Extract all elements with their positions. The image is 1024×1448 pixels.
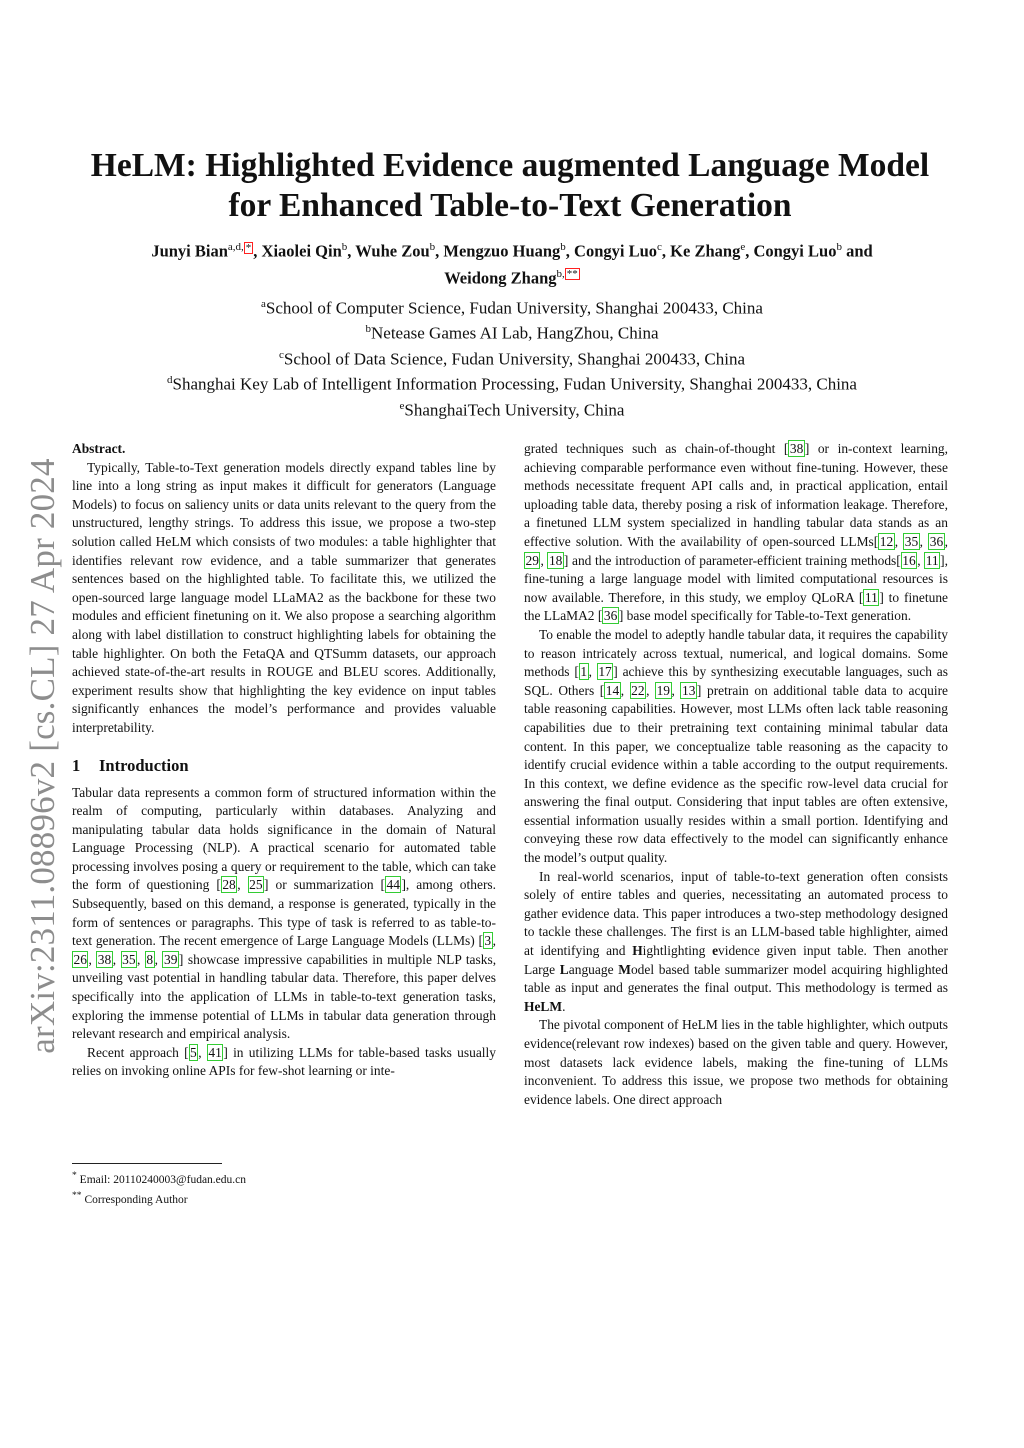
affiliation-text: School of Computer Science, Fudan University, Shanghai 200433, China [265,298,763,318]
citation-group[interactable]: 12 , 35 , 36 , 29 , 18 [525,533,949,568]
author-affil-mark: b, [556,267,565,280]
citation-link[interactable]: 16 [902,552,916,568]
citation-link[interactable]: 18 [548,552,563,568]
author-name: Wuhe Zou [355,241,430,261]
intro-paragraph: Recent approach [ 5 , 41 ] in utilizing LLMs for table-based tasks usually relies on invoking online APIs for few-shot learning or inte- [72,1044,496,1079]
author-affil-mark: c [657,241,662,253]
affiliation-text: Shanghai Key Lab of Intelligent Information Processing, Fudan University, Shanghai 200433, China [172,375,857,395]
author-name: Congyi Luo [574,241,658,261]
citation-link[interactable]: 29 [525,552,539,568]
arxiv-identifier-stamp [12,450,74,1062]
citation-group[interactable] [602,607,618,624]
author-name: Xiaolei Qin [261,241,342,261]
citation-link[interactable]: 41 [208,1044,222,1060]
footnote [72,1188,496,1208]
citation-link[interactable]: 35 [122,951,136,967]
citation-group[interactable]: 28 , 25 [222,877,263,893]
author-affil-mark: b [560,241,566,253]
affiliation-mark: b [365,323,371,336]
affiliation-line [80,345,944,370]
author-name: Junyi Bian [151,241,228,261]
affiliation-mark: a [261,298,266,310]
citation-link[interactable]: 38 [789,441,804,456]
section-number: 1 [72,755,81,775]
citation-link[interactable]: 14 [605,682,620,698]
citation-link[interactable]: 1 [580,664,588,680]
author-list: Junyi Bian$^{a,d,}$ * , Xiaolei Qin$^b$, Wuhe Zou$^b$, Mengzuo Huang$^b$, Congyi Luo$^c$, Ke Zhang$^e$, Congyi Luo$^b$ and Weidong Zhang$^{b,}$ ** [151,241,873,287]
arxiv-identifier-text: arXiv:2311.08896v2 [cs.CL] 27 Apr 2024 [23,458,62,1054]
citation-link[interactable]: 8 [146,951,154,967]
section-title: Introduction [99,755,189,775]
body-paragraph: grated techniques such as chain-of-thought [ 38 ] or in-context learning, achieving comparable performance even without fine-tuning. However, these methods necessitate frequent API calls and, in practical application, entail uploading table data, thereby posing a risk of information leakage. Therefore, a finetuned LLM system specialized in handling tabular data stands as an effective solution. With the availability of open-sourced LLMs[ 12 , 35 , 36 , 29 , 18 ] and the introduction of parameter-efficient training methods[ 16 , 11 ], fine-tuning a large language model with limited computational resources is now available. Therefore, in this study, we employ QLoRA [ 11 ] to finetune the LLaMA2 [ 36 ] base model specifically for Table-to-Text generation. [524,441,949,624]
citation-group[interactable]: 14 , 22 , 19 , 13 [605,682,696,698]
citation-link[interactable]: 36 [603,608,618,624]
intro-paragraph: Tabular data represents a common form of structured information within the realm of computing, particularly within databases. Analyzing and manipulating tabular data holds significance in the domain of Natural Language Processing (NLP). A practical scenario for automated table processing involves posing a query or requirement to the table, which can take the form of questioning [ 28 , 25 ] or summarization [ 44 ], among others. Subsequently, based on this demand, a response is generated, typically in the form of sentences or paragraphs. This type of task is referred to as table-to-text generation. The recent emergence of Large Language Models (LLMs) [ 3 , 26 , 38 , 35 , 8 , 39 ] showcase impressive capabilities in multiple NLP tasks, unveiling vast potential in handling tabular data. Therefore, this paper delves specifically into the application of LLMs in table-to-text generation tasks, exploring the immense potential of LLMs in tabular data generation through relevant research and empirical analysis. [72,784,497,1042]
citation-link[interactable]: 35 [904,533,919,549]
citation-link[interactable]: 11 [925,552,939,568]
footnote-link[interactable]: * [245,241,252,254]
section-heading-introduction [72,756,496,776]
citation-link[interactable]: 19 [656,682,670,698]
affiliation-line [80,396,944,421]
affiliation-text: Netease Games AI Lab, HangZhou, China [371,324,659,344]
citation-group[interactable]: 16 , 11 [902,552,939,568]
citation-link[interactable]: 11 [864,589,878,605]
left-column [72,440,496,1081]
affiliation-list [80,294,944,421]
footnote [72,1168,496,1188]
citation-group[interactable] [863,589,879,606]
citation-group[interactable] [385,876,401,893]
author-affil-mark: b [429,241,436,253]
abstract-body: Typically, Table-to-Text generation models directly expand tables line by line into a long string as input makes it difficult for generators (Language Models) to focus on saliency units or data units relevant to the query from the unstructured, lengthy strings. To address this issue, we propose a two-step solution called HeLM which consists of two modules: a table highlighter that identifies relevant row evidence, and a table summarizer that generates sentences based on the highlighted table. To facilitate this, we utilized the open-sourced large language model LLaMA2 as the backbone for these two modules and efficient finetuning on it. We also propose a searching algorithm along with label distillation to construct highlighting labels for obtaining the table highlighter. On both the FetaQA and QTSumm datasets, our approach achieved state-of-the-art results in ROUGE and BLEU scores. Additionally, experiment results show that highlighting the key evidence on input tables significantly enhances the model’s performance and provides valuable interpretability. [72,459,496,735]
footnotes [72,1168,496,1208]
footnote-rule [72,1163,222,1164]
author-affil-mark: e [740,241,746,253]
author-affil-mark: a,d, [227,241,244,253]
citation-group[interactable]: 5 , 41 [190,1044,222,1060]
citation-link[interactable]: 12 [879,533,894,549]
citation-link[interactable]: 36 [929,533,944,549]
footnote-text: Corresponding Author [81,1193,188,1206]
affiliation-mark: e [399,399,405,412]
citation-link[interactable]: 17 [598,664,612,680]
affiliation-line [80,370,944,395]
citation-link[interactable]: 44 [386,877,400,893]
author-name: Ke Zhang [670,241,741,261]
citation-group[interactable]: 1 , 17 [580,664,612,680]
abstract-heading: Abstract. [72,441,126,456]
affiliation-line [80,319,944,344]
citation-group[interactable]: 3 , 26 , 38 , 35 , 8 , 39 [73,933,496,967]
author-affil-mark: b [341,241,348,253]
body-paragraph: The pivotal component of HeLM lies in the table highlighter, which outputs evidence(relevant row indexes) based on the given table and query. However, most datasets lack evidence labels, making the fine-tuning of LLMs inconvenient. To address this issue, we propose two methods for obtaining evidence labels. One direct approach [524,1017,948,1107]
author-name: Weidong Zhang [444,268,557,287]
author-affil-mark: b [836,241,842,253]
author-name: Congyi Luo [753,241,837,261]
citation-link[interactable]: 5 [190,1044,197,1060]
affiliation-line [80,294,944,319]
author-name: Mengzuo Huang [443,241,561,261]
citation-link[interactable]: 38 [97,951,112,967]
citation-link[interactable]: 26 [73,951,87,967]
footnote-text: Email: 20110240003@fudan.edu.cn [76,1173,247,1186]
footnote-mark: * [72,1170,77,1181]
citation-link[interactable]: 39 [163,951,178,967]
citation-link[interactable]: 3 [484,933,492,949]
affiliation-mark: c [278,348,284,361]
citation-link[interactable]: 28 [222,877,236,893]
affiliation-text: School of Data Science, Fudan University, Shanghai 200433, China [283,349,745,369]
authors-and: and [846,241,873,261]
body-paragraph: In real-world scenarios, input of table-to-text generation often consists solely of entire tables and queries, necessitating an automated process to gather evidence data. This paper introduces a two-step methodology designed to tackle these challenges. The first is an LLM-based table highlighter, aimed at identifying and Hightlighting evidence given input table. Then another Large Language Model based table summarizer model acquiring highlighted table as input and generates the final output. This methodology is termed as HeLM. [524,868,948,1014]
affiliation-mark: d [167,374,173,387]
citation-link[interactable]: 13 [681,682,696,698]
right-column [524,440,948,1109]
paper-title: HeLM: Highlighted Evidence augmented Language Model for Enhanced Table-to-Text Generation [90,147,930,224]
citation-group[interactable] [788,440,804,457]
footnote-link[interactable]: ** [566,268,578,280]
body-paragraph: To enable the model to adeptly handle tabular data, it requires the capability to reason intricately across textual, numerical, and logical domains. Some methods [ 1 , 17 ] achieve this by synthesizing executable languages, such as SQL. Others [ 14 , 22 , 19 , 13 ] pretrain on additional table data to acquire table reasoning capabilities. However, most LLMs often lack table reasoning capabilities due to their pretraining text containing minimal tabular data content. In this paper, we conceptualize table reasoning as the capacity to identify crucial evidence within a table according to the output requirements. In this context, we define evidence as the specific row-level data crucial for answering the final output. Considering that input tables are often extensive, essential information usually resides within a small portion. Identifying and conveying these row data effectively to the model can significantly enhance the model’s output quality. [524,626,949,866]
citation-link[interactable]: 25 [249,877,263,893]
affiliation-text: ShanghaiTech University, China [404,400,625,420]
citation-link[interactable]: 22 [631,682,645,698]
footnote-mark: ** [72,1189,82,1201]
